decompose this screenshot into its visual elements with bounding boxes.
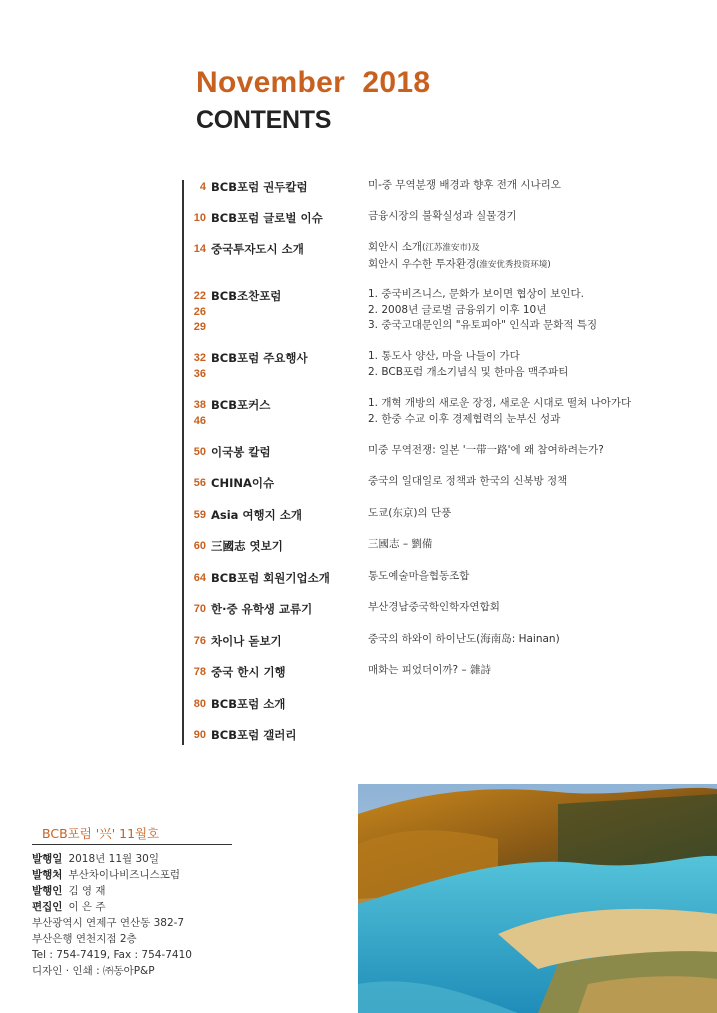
toc-section-title: BCB포럼 주요행사 — [211, 351, 308, 365]
toc-section-title: CHINA이슈 — [211, 476, 275, 490]
toc-page-numbers: 70 — [193, 603, 206, 615]
toc-section-title: BCB포럼 회원기업소개 — [211, 571, 330, 585]
toc-section-title: BCB조찬포럼 — [211, 289, 282, 303]
toc-page-numbers: 14 — [193, 243, 206, 255]
toc-description: 회안시 소개(江苏淮安市)及 회안시 우수한 투자환경(淮安优秀投资环境) — [368, 241, 551, 270]
toc-page-numbers: 90 — [193, 729, 206, 741]
toc-page-numbers: 38 46 — [193, 399, 206, 427]
toc-page-numbers: 4 — [199, 181, 206, 193]
toc-description: 통도예술마을협동조합 — [368, 570, 470, 582]
toc-description: 미-중 무역분쟁 배경과 향후 전개 시나리오 — [368, 179, 561, 191]
colophon-printer: 디자인 · 인쇄 : ㈜동아P&P — [32, 965, 155, 977]
issue-title: November 2018 — [196, 66, 431, 99]
colophon-rule — [32, 844, 232, 845]
toc-description: 중국의 하와이 하이난도(海南岛: Hainan) — [368, 633, 560, 645]
toc-section-title: 한·중 유학생 교류기 — [211, 602, 313, 616]
colophon-row: 발행인 김 영 재 — [32, 885, 106, 897]
toc-page-numbers: 64 — [193, 572, 206, 584]
toc-section-title: 중국투자도시 소개 — [211, 242, 304, 256]
toc-page-numbers: 60 — [193, 540, 206, 552]
toc-section-title: Asia 여행지 소개 — [211, 508, 302, 522]
toc-page-numbers: 56 — [193, 477, 206, 489]
toc-section-title: 차이나 돋보기 — [211, 634, 282, 648]
toc-description: 미중 무역전쟁: 일본 '一带一路'에 왜 참여하려는가? — [368, 444, 604, 456]
toc-description: 금융시장의 불확실성과 실물경기 — [368, 210, 517, 222]
toc-description: 三國志 – 劉備 — [368, 538, 433, 550]
toc-section-title: 중국 한시 기행 — [211, 665, 286, 679]
lake-autumn-illustration — [358, 784, 717, 1013]
toc-section-title: BCB포커스 — [211, 398, 271, 412]
colophon-row: 발행처 부산차이나비즈니스포럼 — [32, 869, 181, 881]
toc-page-numbers: 22 26 29 — [193, 290, 206, 333]
colophon-row: 발행일 2018년 11월 30일 — [32, 853, 159, 865]
colophon-row: 편집인 이 은 주 — [32, 901, 106, 913]
toc-page-numbers: 78 — [193, 666, 206, 678]
toc-section-title: 三國志 엿보기 — [211, 539, 283, 553]
colophon-title: BCB포럼 '兴' 11월호 — [42, 826, 160, 841]
toc-page-numbers: 76 — [193, 635, 206, 647]
toc-description: 도쿄(东京)의 단풍 — [368, 507, 452, 519]
contents-heading: CONTENTS — [196, 106, 332, 134]
toc-section-title: 이국봉 칼럼 — [211, 445, 271, 459]
toc-description: 중국의 일대일로 정책과 한국의 신북방 정책 — [368, 475, 568, 487]
toc-page-numbers: 32 36 — [193, 352, 206, 380]
toc-description: 부산경남중국학인학자연합회 — [368, 601, 500, 613]
toc-description: 1. 중국비즈니스, 문화가 보이면 협상이 보인다. 2. 2008년 글로벌 금융위기 이후 10년 3. 중국고대문인의 "유토피아" 인식과 문화적 특징 — [368, 288, 598, 331]
colophon-address-detail: 부산은행 연천지점 2층 — [32, 933, 137, 945]
toc-page-numbers: 10 — [193, 212, 206, 224]
toc-section-title: BCB포럼 소개 — [211, 697, 286, 711]
toc-description: 매화는 피었더이까? – 雜詩 — [368, 664, 491, 676]
toc-page-numbers: 50 — [193, 446, 206, 458]
toc-section-title: BCB포럼 글로벌 이슈 — [211, 211, 323, 225]
toc-page-numbers: 80 — [193, 698, 206, 710]
toc-page-numbers: 59 — [193, 509, 206, 521]
colophon-phone: Tel : 754-7419, Fax : 754-7410 — [32, 949, 192, 961]
colophon-address: 부산광역시 연제구 연산동 382-7 — [32, 917, 185, 929]
toc-description: 1. 통도사 양산, 마을 나들이 가다 2. BCB포럼 개소기념식 및 한마음 맥주파티 — [368, 350, 569, 378]
toc-description: 1. 개혁 개방의 새로운 장정, 새로운 시대로 떨쳐 나아가다 2. 한중 수교 이후 경제협력의 눈부신 성과 — [368, 397, 632, 425]
landscape-photo — [358, 784, 717, 1013]
toc-section-title: BCB포럼 권두칼럼 — [211, 180, 308, 194]
toc-section-title: BCB포럼 갤러리 — [211, 728, 297, 742]
